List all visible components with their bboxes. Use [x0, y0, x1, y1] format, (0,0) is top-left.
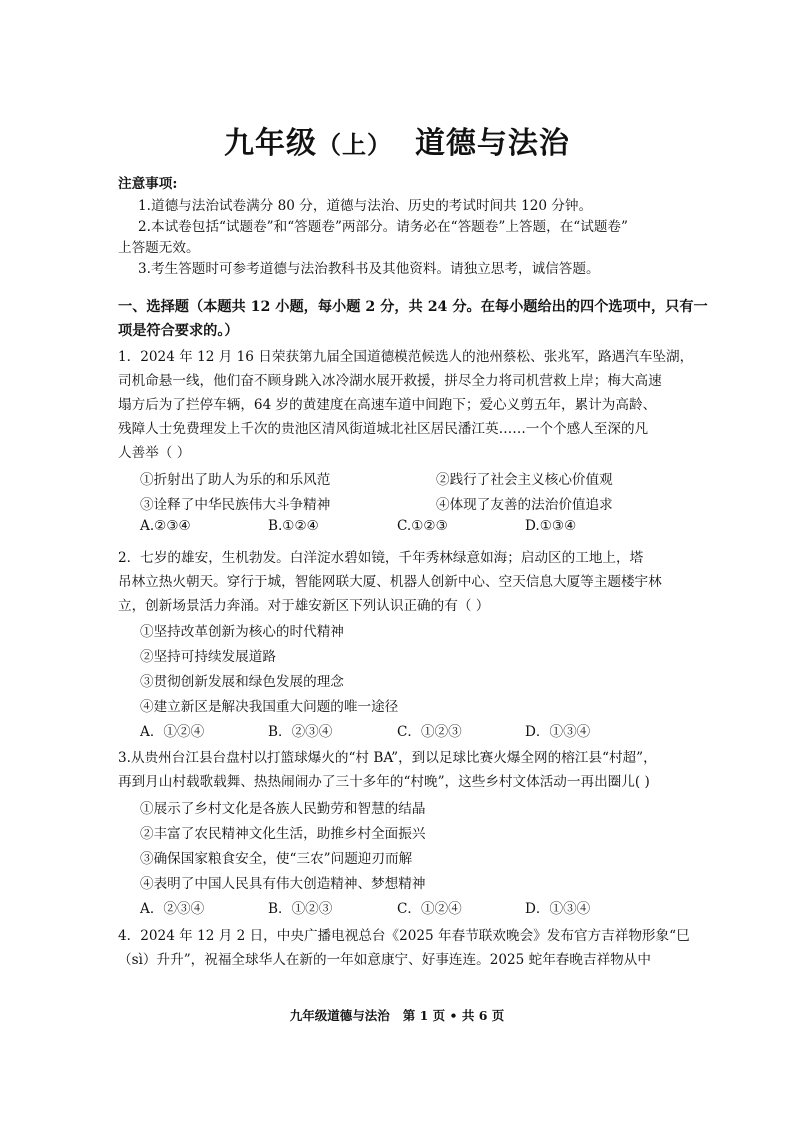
q1-line-1: 1．2024 年 12 月 16 日荣获第九届全国道德模范候选人的池州蔡松、张兆军，路遇汽车坠湖， — [118, 349, 694, 365]
notice-line-4: 3.考生答题时可参考道德与法治教科书及其他资料。请独立思考，诚信答题。 — [138, 261, 600, 277]
q2-line-2: 吊林立热火朝天。穿行于城，智能网联大厦、机器人创新中心、空天信息大厦等主题楼宇林 — [118, 574, 662, 590]
title-term: （上） — [317, 130, 393, 159]
q2-statement-2: ②坚持可持续发展道路 — [140, 649, 276, 665]
footer-page-number: 第 1 页 • 共 6 页 — [402, 1008, 505, 1023]
q3-option-d: D．①③④ — [525, 901, 591, 917]
notice-line-1: 1.道德与法治试卷满分 80 分，道德与法治、历史的考试时间共 120 分钟。 — [138, 198, 593, 214]
q1-option-a: A.②③④ — [140, 518, 191, 534]
q3-statement-1: ①展示了乡村文化是各族人民勤劳和智慧的结晶 — [140, 801, 426, 817]
q2-option-c: C．①②③ — [397, 724, 462, 740]
notice-heading: 注意事项: — [118, 176, 178, 192]
q1-option-b: B.①②④ — [268, 518, 319, 534]
section-heading-line-2: 项是符合要求的。） — [118, 323, 239, 339]
q2-line-3: 立，创新场景活力奔涌。对于雄安新区下列认识正确的有（ ） — [118, 598, 490, 614]
q2-statement-3: ③贯彻创新发展和绿色发展的理念 — [140, 674, 344, 690]
page-footer — [0, 1006, 794, 1024]
notice-line-2: 2.本试卷包括“试题卷”和“答题卷”两部分。请务必在“答题卷”上答题，在“试题卷” — [138, 219, 628, 235]
q3-statement-3: ③确保国家粮食安全，使“三农”问题迎刃而解 — [140, 851, 413, 867]
q3-statement-4: ④表明了中国人民具有伟大创造精神、梦想精神 — [140, 876, 426, 892]
q1-line-5: 人善举（ ） — [118, 445, 191, 461]
q1-line-4: 残障人士免费理发上千次的贵池区清风街道城北社区居民潘江英……一个个感人至深的凡 — [118, 421, 649, 437]
q2-option-b: B．②③④ — [268, 724, 333, 740]
q3-line-2: 再到月山村载歌载舞、热热闹闹办了三十多年的“村晚”，这些乡村文体活动一再出圈儿( ) — [118, 774, 650, 790]
q4-line-2: （sì）升升”，祝福全球华人在新的一年如意康宁、好事连连。2025 蛇年春晚吉祥物从中 — [118, 952, 651, 968]
q3-option-c: C．①②④ — [397, 901, 462, 917]
q1-line-2: 司机命悬一线，他们奋不顾身跳入冰冷湖水展开救援，拼尽全力将司机营救上岸；梅大高速 — [118, 373, 662, 389]
notice-line-3: 上答题无效。 — [118, 240, 200, 256]
q2-statement-4: ④建立新区是解决我国重大问题的唯一途径 — [140, 699, 399, 715]
q1-line-3: 塌方后为了拦停车辆，64 岁的黄建度在高速车道中间跑下；爱心义剪五年，累计为高龄、 — [118, 397, 657, 413]
section-heading-line-1: 一、选择题（本题共 12 小题，每小题 2 分，共 24 分。在每小题给出的四个选项中，只有一 — [118, 299, 708, 315]
q1-option-d: D.①③④ — [525, 518, 577, 534]
q1-statement-3: ③诠释了中华民族伟大斗争精神 — [140, 497, 331, 513]
q2-option-d: D．①③④ — [525, 724, 591, 740]
footer-subject: 九年级道德与法治 — [289, 1008, 390, 1023]
q1-statement-4: ④体现了友善的法治价值追求 — [436, 497, 613, 513]
q4-line-1: 4．2024 年 12 月 2 日，中央广播电视总台《2025 年春节联欢晚会》发布官方吉祥物形象“巳 — [118, 928, 690, 944]
q3-option-a: A．②③④ — [140, 901, 205, 917]
q3-statement-2: ②丰富了农民精神文化生活，助推乡村全面振兴 — [140, 826, 426, 842]
q3-line-1: 3.从贵州台江县台盘村以打篮球爆火的“村 BA”，到以足球比赛火爆全网的榕江县“村超”， — [118, 750, 657, 766]
q1-option-c: C.①②③ — [397, 518, 448, 534]
title-subject: 道德与法治 — [414, 126, 570, 161]
title-grade: 九年级 — [224, 126, 318, 161]
q2-statement-1: ①坚持改革创新为核心的时代精神 — [140, 624, 344, 640]
q2-option-a: A．①②④ — [140, 724, 205, 740]
q3-option-b: B．①②③ — [268, 901, 333, 917]
q1-statement-2: ②践行了社会主义核心价值观 — [436, 472, 613, 488]
page-title — [0, 118, 794, 162]
q2-line-1: 2．七岁的雄安，生机勃发。白洋淀水碧如镜，千年秀林绿意如海；启动区的工地上，塔 — [118, 550, 644, 566]
q1-statement-1: ①折射出了助人为乐的和乐风范 — [140, 472, 331, 488]
